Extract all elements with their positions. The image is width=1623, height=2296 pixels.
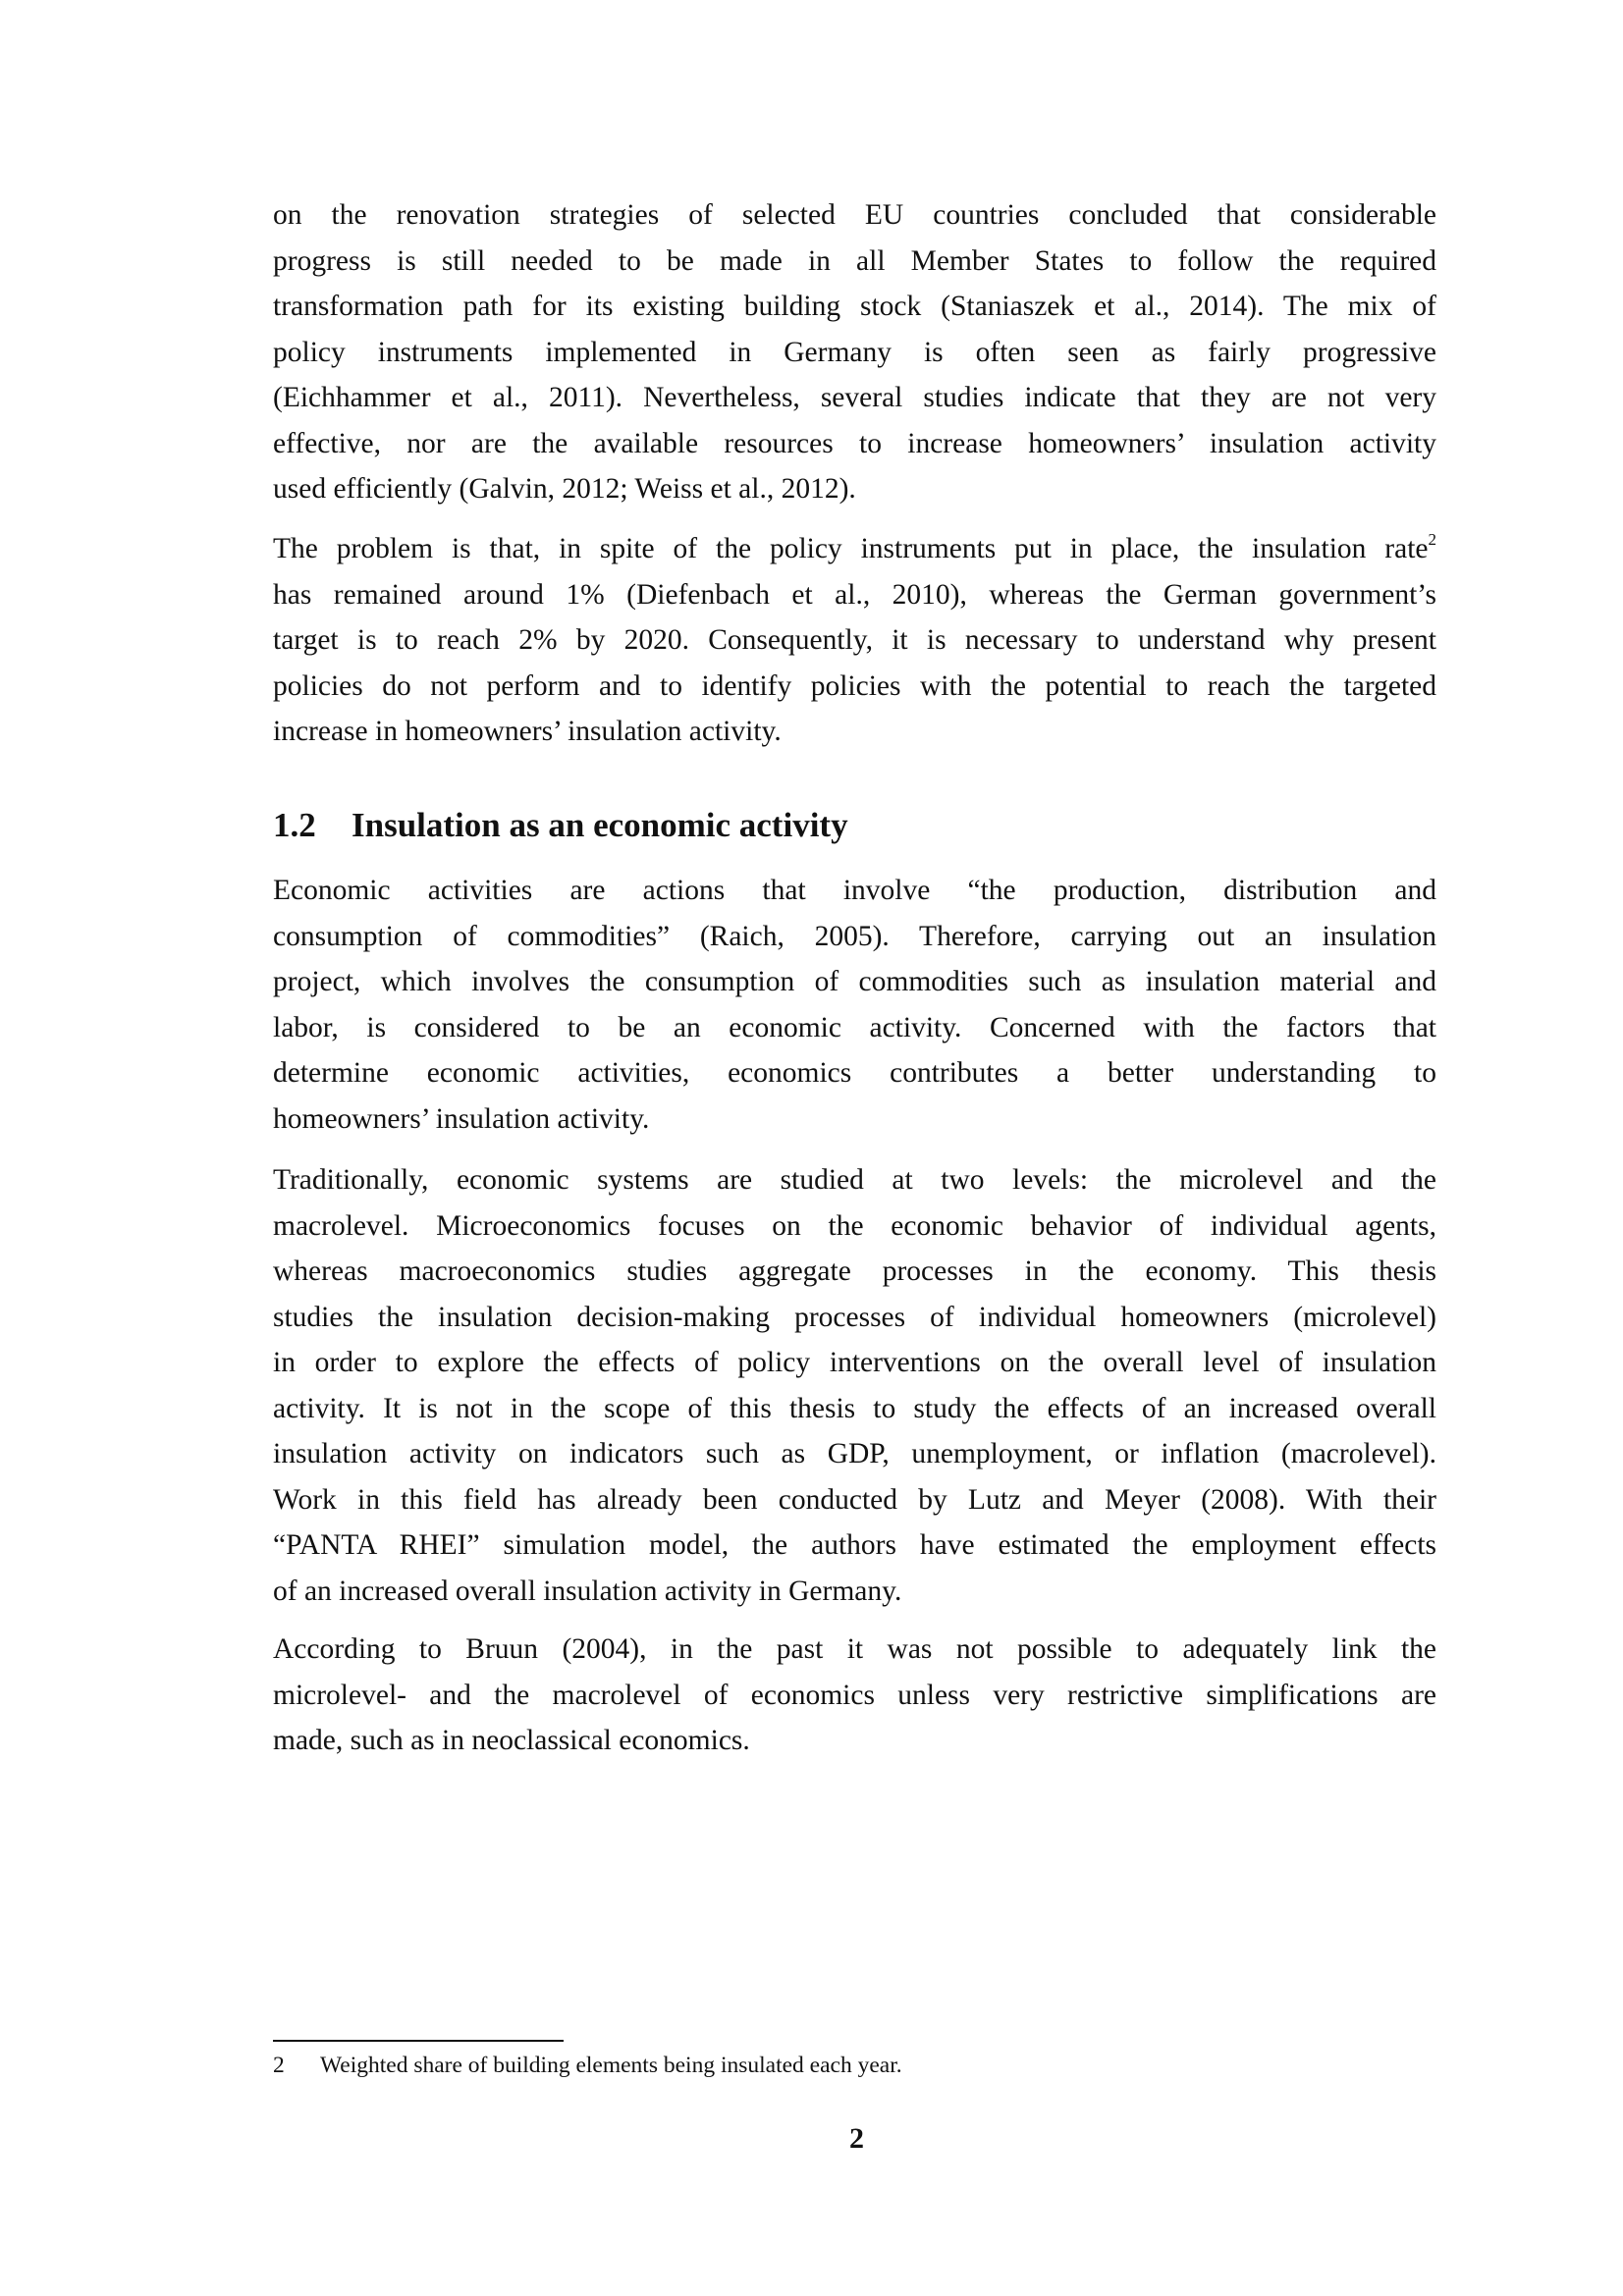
text-line [273,421,1436,467]
line-text: The problem is that, in spite of the policy instruments put in place, the insulation rate [273,533,1429,564]
text-line [273,1203,1436,1250]
line-text: policy instruments implemented in Germany is often seen as fairly progressive [273,336,1436,368]
line-text: labor, is considered to be an economic activity. Concerned with the factors that [273,1011,1436,1043]
line-text: made, such as in neoclassical economics. [273,1725,750,1756]
line-text: “PANTA RHEI” simulation model, the authors have estimated the employment effects [273,1529,1436,1561]
line-text: studies the insulation decision-making processes of individual homeowners (microlevel) [273,1301,1436,1333]
text-line [273,959,1436,1005]
text-line [273,709,1436,755]
text-line [273,1522,1436,1569]
paragraph-4 [273,1157,1436,1614]
text-line [273,572,1436,618]
text-line [273,284,1436,330]
footnote-separator [273,2040,564,2042]
line-text: determine economic activities, economics contributes a better understanding to [273,1057,1436,1089]
text-line [273,1477,1436,1523]
section-heading [273,803,848,848]
footnote-reference[interactable]: 2 [1428,530,1436,549]
line-text: According to Bruun (2004), in the past it was not possible to adequately link the [273,1633,1436,1665]
section-number: 1.2 [273,806,316,844]
line-text: progress is still needed to be made in all Member States to follow the required [273,244,1436,277]
paragraph-5 [273,1627,1436,1764]
text-line [273,1050,1436,1096]
text-line [273,1295,1436,1341]
line-text: in order to explore the effects of policy interventions on the overall level of insulation [273,1347,1436,1378]
line-text: consumption of commodities” (Raich, 2005). Therefore, carrying out an insulation [273,920,1436,952]
text-line [273,1157,1436,1203]
text-line [273,1569,1436,1615]
line-text: increase in homeowners’ insulation activity. [273,716,782,747]
line-text: homeowners’ insulation activity. [273,1102,650,1135]
footnote-number: 2 [273,2053,285,2078]
text-line [273,664,1436,710]
footnote [273,2050,902,2081]
text-line [273,1249,1436,1295]
line-text: policies do not perform and to identify policies with the potential to reach the targeted [273,669,1436,702]
line-text: on the renovation strategies of selected EU countries concluded that considerable [273,199,1436,231]
text-line [273,466,1436,512]
text-line [273,1386,1436,1432]
page-number: 2 [849,2122,864,2155]
text-line [273,1673,1436,1719]
line-text: has remained around 1% (Diefenbach et al., 2010), whereas the German government’s [273,578,1436,611]
text-line [273,1627,1436,1673]
paragraph-1 [273,192,1436,512]
text-line [273,1340,1436,1386]
line-text: macrolevel. Microeconomics focuses on the economic behavior of individual agents, [273,1209,1436,1242]
paragraph-3 [273,868,1436,1142]
line-text: target is to reach 2% by 2020. Consequently, it is necessary to understand why present [273,624,1436,656]
footnote-text: Weighted share of building elements being insulated each year. [320,2053,902,2078]
line-text: activity. It is not in the scope of this thesis to study the effects of an increased overall [273,1392,1436,1424]
line-text: Economic activities are actions that involve “the production, distribution and [273,875,1436,906]
text-line [273,868,1436,914]
text-line [273,192,1436,239]
line-text: whereas macroeconomics studies aggregate processes in the economy. This thesis [273,1255,1436,1287]
text-line [273,1096,1436,1143]
line-text: (Eichhammer et al., 2011). Nevertheless, several studies indicate that they are not very [273,382,1436,413]
text-line [273,617,1436,664]
line-text: Work in this field has already been conducted by Lutz and Meyer (2008). With their [273,1483,1436,1516]
line-text: used efficiently (Galvin, 2012; Weiss et al., 2012). [273,473,856,505]
line-text: Traditionally, economic systems are studied at two levels: the microlevel and the [273,1164,1436,1196]
text-line [273,1431,1436,1477]
line-text: effective, nor are the available resources to increase homeowners’ insulation activity [273,427,1436,459]
line-text: microlevel- and the macrolevel of economics unless very restrictive simplifications are [273,1679,1436,1711]
line-text: project, which involves the consumption of commodities such as insulation material and [273,966,1436,997]
paragraph-2 [273,526,1436,755]
text-line [273,914,1436,960]
line-text: of an increased overall insulation activity in Germany. [273,1575,902,1607]
text-line [273,375,1436,421]
text-line [273,526,1436,572]
text-line [273,330,1436,376]
line-text: transformation path for its existing building stock (Staniaszek et al., 2014). The mix of [273,291,1436,322]
line-text: insulation activity on indicators such as GDP, unemployment, or inflation (macrolevel). [273,1438,1436,1469]
text-line [273,1718,1436,1764]
text-line [273,1005,1436,1051]
text-line [273,239,1436,285]
section-title: Insulation as an economic activity [352,806,848,844]
